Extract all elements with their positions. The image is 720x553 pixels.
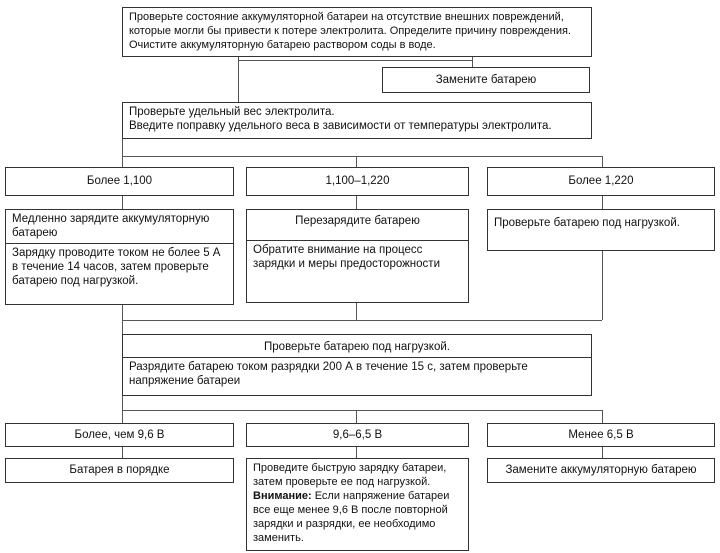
slow-charge-box bbox=[5, 209, 234, 305]
attention-note bbox=[253, 489, 462, 545]
connector bbox=[122, 138, 123, 167]
voltage-range-box bbox=[246, 423, 469, 447]
gravity-above-1220-box bbox=[487, 167, 715, 196]
connector bbox=[122, 156, 602, 157]
connector bbox=[602, 156, 603, 167]
fast-charge-box bbox=[246, 458, 469, 551]
connector bbox=[602, 410, 603, 423]
slow-charge-title: Медленно зарядите аккумуляторную батарею bbox=[12, 213, 210, 239]
gravity-above-1100-box bbox=[5, 167, 234, 196]
load-test-right-box bbox=[487, 209, 715, 251]
attention-label: Внимание: bbox=[253, 490, 312, 502]
check-gravity-line2: Введите поправку удельного веса в зависимости от температуры электролита. bbox=[129, 120, 552, 132]
connector bbox=[356, 446, 357, 458]
check-battery-condition-box bbox=[122, 7, 592, 57]
replace-battery-bottom-text: Замените аккумуляторную батарею bbox=[505, 464, 697, 476]
connector bbox=[238, 56, 239, 102]
slow-charge-detail: Зарядку проводите током не более 5 А в течение 14 часов, затем проверьте батарею под нагрузкой. bbox=[12, 247, 221, 287]
check-battery-condition-text: Проверьте состояние аккумуляторной батареи на отсутствие внешних повреждений, которые могли бы привести к потере электролита. Определите причину повреждения. Очистите аккумуляторную батарею раствором соды в воде. bbox=[129, 11, 571, 51]
connector bbox=[122, 446, 123, 458]
connector bbox=[122, 410, 602, 411]
connector bbox=[238, 60, 472, 61]
load-test-detail: Разрядите батарею током разрядки 200 А в течение 15 с, затем проверьте напряжение батареи bbox=[129, 361, 528, 387]
battery-ok-box bbox=[5, 458, 234, 483]
connector bbox=[356, 195, 357, 209]
gravity-range-box bbox=[246, 167, 469, 196]
connector bbox=[472, 56, 473, 67]
voltage-above-96-box bbox=[5, 423, 234, 447]
load-test-right-text: Проверьте батарею под нагрузкой. bbox=[494, 217, 680, 229]
connector bbox=[356, 410, 357, 423]
connector bbox=[122, 395, 123, 423]
connector bbox=[602, 251, 603, 320]
replace-battery-bottom-box bbox=[487, 458, 715, 483]
connector bbox=[602, 195, 603, 209]
voltage-above-96-label: Более, чем 9,6 В bbox=[74, 429, 165, 441]
check-gravity-box bbox=[122, 102, 592, 139]
divider bbox=[123, 357, 591, 358]
replace-battery-top-text: Замените батарею bbox=[435, 74, 537, 86]
voltage-below-65-label: Менее 6,5 В bbox=[568, 429, 634, 441]
recharge-box bbox=[246, 209, 469, 303]
replace-battery-top-box bbox=[382, 67, 590, 93]
divider bbox=[247, 240, 468, 241]
divider bbox=[6, 243, 233, 244]
voltage-range-label: 9,6–6,5 В bbox=[332, 429, 383, 441]
connector bbox=[122, 320, 602, 321]
recharge-detail: Обратите внимание на процесс зарядки и меры предосторожности bbox=[253, 244, 440, 270]
connector bbox=[602, 446, 603, 458]
attention-text: Если напряжение батареи все еще менее 9,6 В после повторной зарядки и разрядки, ее необходимо заменить. bbox=[253, 490, 450, 544]
load-test-title: Проверьте батарею под нагрузкой. bbox=[264, 341, 450, 353]
battery-ok-text: Батарея в порядке bbox=[69, 464, 170, 476]
recharge-title: Перезарядите батарею bbox=[295, 215, 420, 227]
connector bbox=[122, 304, 123, 320]
connector bbox=[122, 195, 123, 209]
load-test-box bbox=[122, 334, 592, 396]
gravity-range-label: 1,100–1,220 bbox=[325, 175, 390, 187]
connector bbox=[356, 302, 357, 320]
gravity-above-1100-label: Более 1,100 bbox=[86, 175, 153, 187]
fast-charge-text: Проведите быструю зарядку батареи, затем проверьте ее под нагрузкой. bbox=[253, 462, 447, 488]
check-gravity-line1: Проверьте удельный вес электролита. bbox=[129, 106, 335, 118]
voltage-below-65-box bbox=[487, 423, 715, 447]
connector bbox=[356, 156, 357, 167]
connector bbox=[122, 320, 123, 334]
gravity-above-1220-label: Более 1,220 bbox=[568, 175, 634, 187]
